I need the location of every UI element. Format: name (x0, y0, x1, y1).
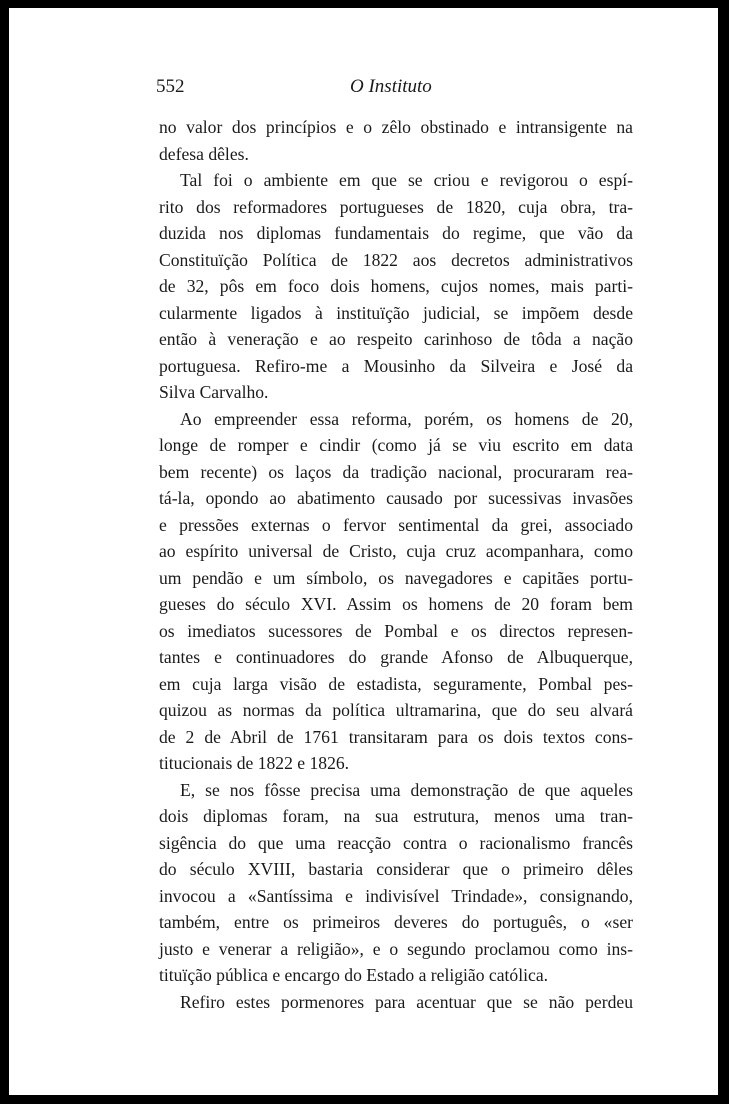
text-line: em cuja larga visão de estadista, seguramente, Pombal pes- (159, 673, 633, 694)
text-line: no valor dos princípios e o zêlo obstinado e intransigente na (159, 117, 633, 137)
text-line: de 2 de Abril de 1761 transitaram para os dois textos cons- (159, 726, 633, 747)
text-line: rito dos reformadores portugueses de 1820, cuja obra, tra- (159, 196, 633, 217)
text-line: Constituïção Política de 1822 aos decretos administrativos (159, 249, 633, 270)
text-line: duzida nos diplomas fundamentais do regime, que vão da (159, 223, 633, 243)
text-line: Ao empreender essa reforma, porém, os homens de 20, (180, 408, 633, 429)
text-line: invocou a «Santíssima e indivisível Trindade», consignando, (159, 885, 633, 906)
page-header (156, 76, 636, 104)
text-line: tituïção pública e encargo do Estado a religião católica. (159, 965, 549, 985)
text-line: ao espírito universal de Cristo, cuja cruz acompanhara, como (159, 541, 633, 561)
text-line: Refiro estes pormenores para acentuar que se não perdeu (180, 991, 633, 1012)
text-line: defesa dêles. (159, 143, 249, 164)
text-line: titucionais de 1822 e 1826. (159, 753, 350, 773)
text-line: justo e venerar a religião», e o segundo proclamou como ins- (159, 938, 633, 959)
text-line: também, entre os primeiros deveres do português, o «ser (159, 912, 633, 932)
text-line: bem recente) os laços da tradição nacional, procuraram rea- (159, 461, 633, 482)
text-line: quizou as normas da política ultramarina, que do seu alvará (159, 700, 633, 720)
body-text (159, 114, 633, 1015)
text-line: tantes e continuadores do grande Afonso de Albuquerque, (159, 647, 633, 667)
paragraph (159, 167, 633, 406)
paragraph (159, 989, 633, 1016)
text-line: tá-la, opondo ao abatimento causado por sucessivas invasões (159, 488, 633, 508)
text-line: Tal foi o ambiente em que se criou e revigorou o espí- (180, 170, 633, 190)
text-line: sigência do que uma reacção contra o racionalismo francês (159, 832, 633, 853)
running-title: O Instituto (350, 76, 432, 97)
text-line: um pendão e um símbolo, os navegadores e capitães portu- (159, 567, 633, 588)
paragraph (159, 777, 633, 989)
text-line: portuguesa. Refiro-me a Mousinho da Silveira e José da (159, 355, 633, 376)
text-line: os imediatos sucessores de Pombal e os directos represen- (159, 620, 633, 641)
text-line: cularmente ligados à instituïção judicial, se impõem desde (159, 302, 633, 323)
page-number: 552 (156, 76, 185, 97)
paragraph (159, 406, 633, 777)
text-line: longe de romper e cindir (como já se viu escrito em data (159, 435, 633, 455)
text-line: do século XVIII, bastaria considerar que o primeiro dêles (159, 859, 633, 879)
text-line: Silva Carvalho. (159, 382, 269, 402)
book-page (9, 8, 718, 1095)
text-line: gueses do século XVI. Assim os homens de 20 foram bem (159, 594, 633, 614)
text-line: de 32, pôs em foco dois homens, cujos nomes, mais parti- (159, 276, 633, 296)
text-line: E, se nos fôsse precisa uma demonstração de que aqueles (180, 779, 633, 800)
text-line: então à veneração e ao respeito carinhoso de tôda a nação (159, 329, 633, 349)
text-line: e pressões externas o fervor sentimental da grei, associado (159, 514, 633, 535)
text-line: dois diplomas foram, na sua estrutura, menos uma tran- (159, 806, 633, 826)
paragraph (159, 114, 633, 167)
